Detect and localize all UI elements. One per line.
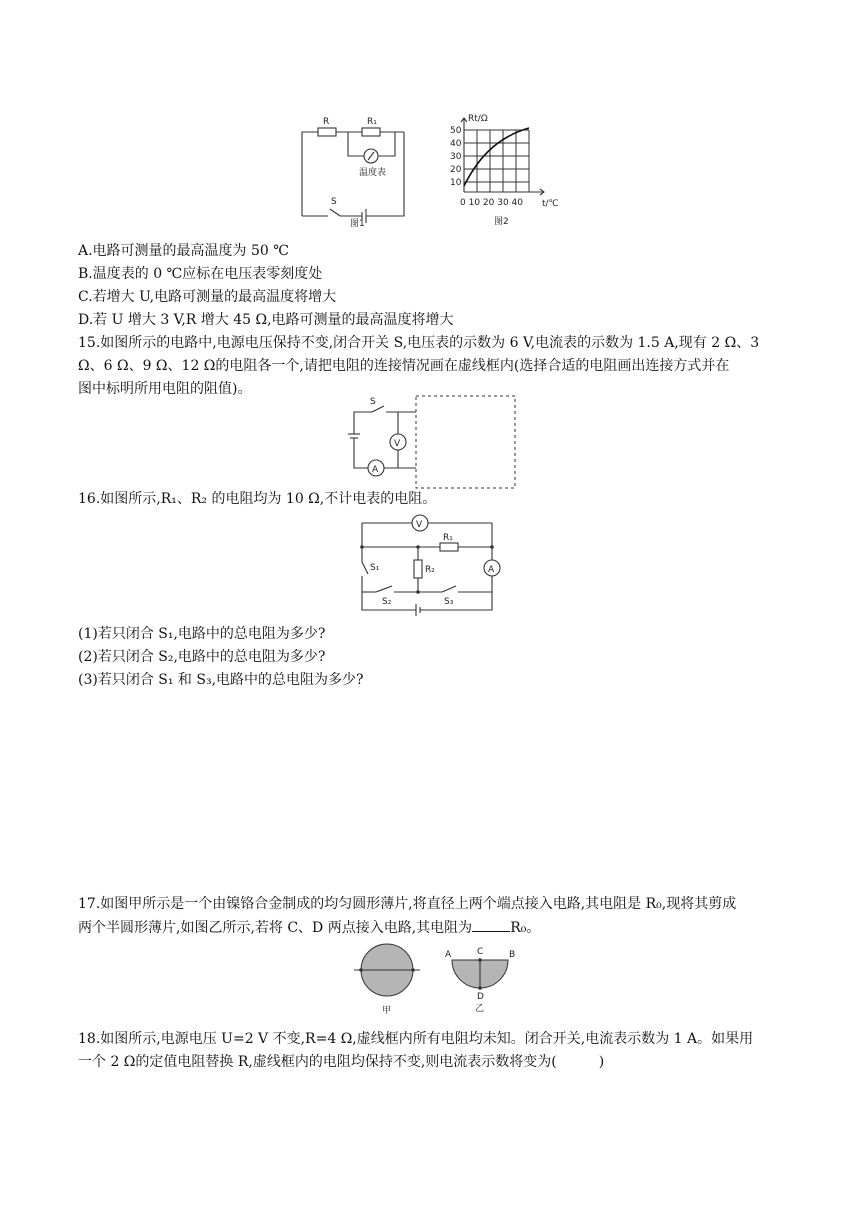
q17-label-C: C [477, 947, 484, 957]
q14-fig2-curve [464, 128, 529, 186]
q15-fig-label-S: S [370, 397, 376, 407]
q16-stem: 16.如图所示,R₁、R₂ 的电阻均为 10 Ω,不计电表的电阻。 [78, 491, 437, 507]
q14-fig2-y-tick-30: 30 [450, 152, 462, 162]
q18-stem-line2: 一个 2 Ω的定值电阻替换 R,虚线框内的电阻均保持不变,则电流表示数将变为( ) [78, 1054, 605, 1070]
q15-fig-label-V: V [394, 439, 401, 449]
q16-part-2: (2)若只闭合 S₂,电路中的总电阻为多少? [78, 649, 326, 665]
q16-figure-circuit [352, 510, 504, 618]
q14-fig1-label-R: R [323, 117, 330, 127]
q14-fig1-caption: 图1 [350, 219, 365, 229]
q14-fig2-y-tick-50: 50 [450, 126, 462, 136]
q15-stem-line1: 15.如图所示的电路中,电源电压保持不变,闭合开关 S,电压表的示数为 6 V,电流表的示数为 1.5 A,现有 2 Ω、3 [78, 335, 760, 351]
q14-figure1-circuit [296, 112, 426, 230]
q17-label-D: D [477, 992, 484, 1002]
q16-fig-label-S1: S₁ [370, 563, 380, 573]
q17-caption-a: 甲 [382, 1006, 392, 1016]
q18-stem-line1: 18.如图所示,电源电压 U=2 V 不变,R=4 Ω,虚线框内所有电阻均未知。闭合开关,电流表示数为 1 A。如果用 [78, 1031, 754, 1047]
q14-option-d: D.若 U 增大 3 V,R 增大 45 Ω,电路可测量的最高温度将增大 [78, 312, 454, 328]
q17-stem-line2 [78, 917, 540, 938]
q15-stem-line2: Ω、6 Ω、9 Ω、12 Ω的电阻各一个,请把电阻的连接情况画在虚线框内(选择合适的电阻画出连接方式并在 [78, 358, 730, 374]
q14-fig1-label-R1: R₁ [367, 117, 377, 127]
q14-fig2-y-axis-label: Rt/Ω [468, 114, 488, 124]
q17-stem-line2-before: 两个半圆形薄片,如图乙所示,若将 C、D 两点接入电路,其电阻为 [78, 920, 473, 936]
q16-part-3: (3)若只闭合 S₁ 和 S₃,电路中的总电阻为多少? [78, 672, 364, 688]
q15-figure-circuit [340, 394, 525, 490]
q14-fig2-y-tick-10: 10 [450, 178, 462, 188]
q14-figure2-graph [446, 112, 566, 230]
q16-fig-label-S2: S₂ [382, 597, 392, 607]
q14-fig2-caption: 图2 [494, 217, 509, 227]
q16-fig-label-R1: R₁ [443, 533, 453, 543]
q16-fig-label-R2: R₂ [425, 565, 435, 575]
q15-dashed-box [416, 396, 515, 488]
q14-fig2-x-ticks: 0 10 20 30 40 [460, 198, 523, 208]
q15-stem-line3: 图中标明所用电阻的阻值)。 [78, 381, 252, 397]
q17-stem-line1: 17.如图甲所示是一个由镍铬合金制成的均匀圆形薄片,将直径上两个端点接入电路,其电阻是 R₀,现将其剪成 [78, 896, 737, 912]
q14-fig2-x-axis-label: t/℃ [542, 199, 559, 209]
q14-fig2-grid [464, 130, 529, 192]
q17-figure [348, 940, 532, 1020]
q16-fig-label-A: A [488, 565, 495, 575]
q17-label-A: A [445, 950, 452, 960]
q14-option-c: C.若增大 U,电路可测量的最高温度将增大 [78, 289, 337, 305]
q16-part-1: (1)若只闭合 S₁,电路中的总电阻为多少? [78, 626, 326, 642]
q14-option-b: B.温度表的 0 ℃应标在电压表零刻度处 [78, 266, 323, 282]
q17-label-B: B [509, 950, 516, 960]
q17-answer-blank[interactable] [472, 917, 510, 932]
q17-stem-line2-after: R₀。 [510, 920, 541, 936]
q14-fig2-y-tick-20: 20 [450, 165, 462, 175]
q14-fig1-meter-label: 温度表 [359, 168, 387, 178]
q14-fig1-label-S: S [331, 197, 337, 207]
q16-fig-label-V: V [416, 520, 423, 530]
q14-fig2-y-tick-40: 40 [450, 139, 462, 149]
q15-fig-label-A: A [372, 465, 379, 475]
q16-fig-label-S3: S₃ [444, 597, 454, 607]
q17-caption-b: 乙 [475, 1004, 485, 1014]
q14-option-a: A.电路可测量的最高温度为 50 ℃ [78, 243, 289, 259]
